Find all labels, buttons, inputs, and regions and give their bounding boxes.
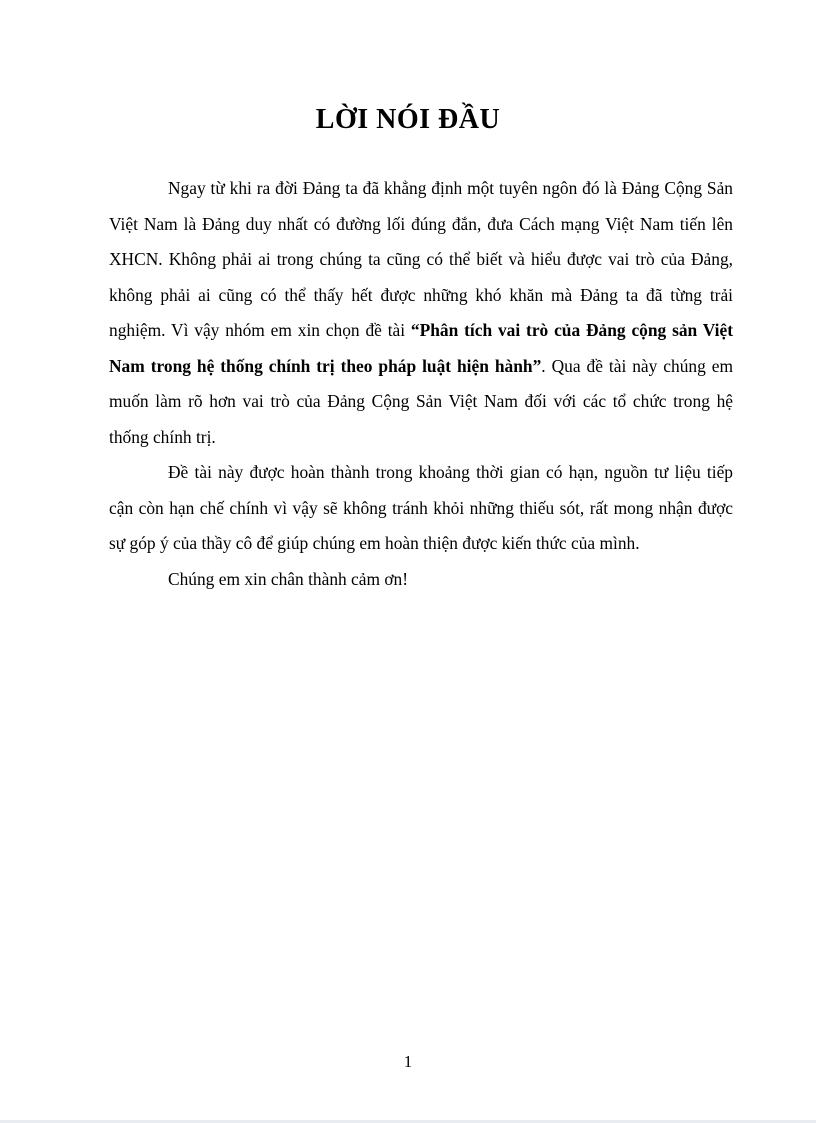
intro-text-end: . Qua đề tài này chúng em muốn làm rõ hơn vai trò của Đảng Cộng Sản Việt Nam đối với các tổ chức trong hệ thống chính trị. (109, 355, 733, 447)
document-body (109, 171, 733, 597)
page-title: LỜI NÓI ĐẦU (315, 104, 501, 135)
intro-paragraph (109, 171, 733, 455)
limitations-paragraph: Đề tài này được hoàn thành trong khoảng thời gian có hạn, nguồn tư liệu tiếp cận còn hạn chế chính vì vậy sẽ không tránh khỏi những thiếu sót, rất mong nhận được sự góp ý của thầy cô để giúp chúng em hoàn thiện được kiến thức của mình. (109, 462, 733, 553)
intro-text-start: Ngay từ khi ra đời Đảng ta đã khẳng định một tuyên ngôn đó là Đảng Cộng Sản Việt Nam là Đảng duy nhất có đường lối đúng đắn, đưa Cách mạng Việt Nam tiến lên XHCN. Không phải ai trong chúng ta cũng có thể biết và hiểu được vai trò của Đảng, không phải ai cũng có thể thấy hết được những khó khăn mà Đảng ta đã từng trải nghiệm. Vì vậy nhóm em xin chọn đề tài (109, 178, 733, 340)
topic-title: “Phân tích vai trò của Đảng cộng sản Việt Nam trong hệ thống chính trị theo pháp luật hiện hành” (109, 320, 733, 376)
thanks-paragraph: Chúng em xin chân thành cảm ơn! (168, 568, 409, 589)
page-number: 1 (403, 1052, 413, 1071)
